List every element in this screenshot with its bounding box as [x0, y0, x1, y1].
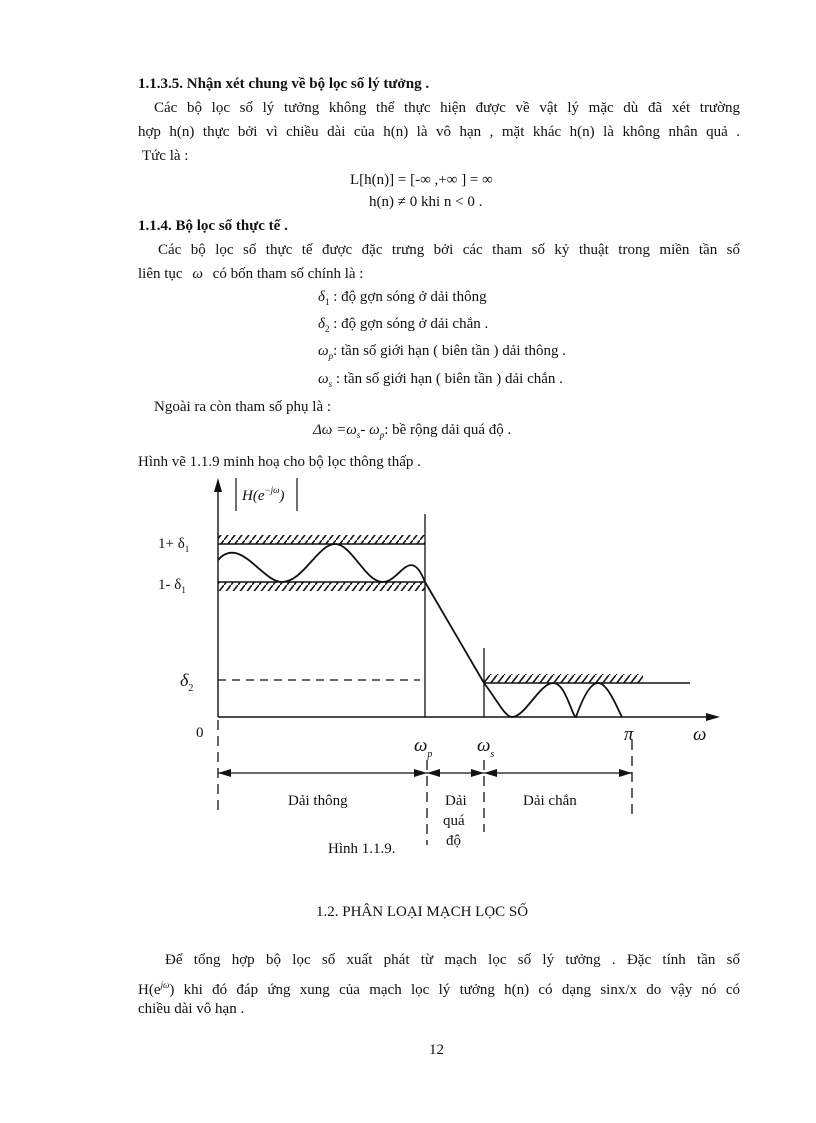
omega-s-label: $\omega_s$ [477, 735, 495, 760]
figure-intro: Hình vẽ 1.1.9 minh hoạ cho bộ lọc thông thấp . [138, 454, 421, 470]
stop-tolerance-label: $\delta_2$ [180, 670, 194, 694]
y-axis-label: $H(e^{-j\omega})$ [242, 485, 285, 504]
lower-tolerance-label: 1- $\delta_1$ [158, 577, 186, 595]
pi-label: π [624, 724, 634, 745]
omega-axis-label: ω [693, 724, 707, 745]
lower-tolerance-hatch [218, 582, 425, 591]
passband-label: Dải thông [288, 793, 348, 809]
paragraph-line: hợp h(n) thực bởi vì chiều dài của h(n) là vô hạn , mặt khác h(n) là không nhân quả . [138, 124, 740, 140]
transition-label-line2: quá [443, 813, 465, 829]
omega-p-label: $\omega_p$ [414, 735, 433, 760]
param-omega-p: $\omega_p$: tần số giới hạn ( biên tần ) dải thông . [318, 343, 566, 361]
origin-label: 0 [196, 725, 204, 741]
lowpass-filter-figure [150, 470, 730, 860]
stopband-hatch [484, 674, 643, 683]
paragraph-line: chiều dài vô hạn . [138, 1001, 245, 1017]
section-heading-114: 1.1.4. Bộ lọc số thực tế . [138, 218, 288, 234]
param-delta1: $\delta_1$ : độ gợn sóng ở dải thông [318, 289, 487, 307]
param-omega-s: $\omega_s$ : tần số giới hạn ( biên tần ) dải chắn . [318, 371, 563, 389]
transition-label-line3: độ [446, 833, 461, 849]
formula-transition-width: $\Delta\omega =\omega_s-$ $\omega_p$: bề rộng dải quá độ . [313, 422, 512, 440]
formula-length: L[h(n)] = [-∞ ,+∞ ] = ∞ [350, 172, 493, 188]
section-heading-12: 1.2. PHÂN LOẠI MẠCH LỌC SỐ [316, 904, 529, 920]
paragraph-line: $H(e^{j\omega})$ khi đó đáp ứng xung của mạch lọc lý tưởng h(n) có dạng sinx/x do vậy nó có [138, 980, 740, 998]
paragraph-line: liên tục ω có bốn tham số chính là : [138, 266, 364, 282]
stopband-ripple-curve [484, 683, 622, 717]
param-delta2: $\delta_2$ : độ gợn sóng ở dải chắn . [318, 316, 489, 334]
formula-noncausal: h(n) ≠ 0 khi n < 0 . [369, 194, 483, 210]
section-heading-1135: 1.1.3.5. Nhận xét chung về bộ lọc số lý tưởng . [138, 76, 430, 92]
paragraph-line: Các bộ lọc số thực tế được đặc trưng bởi các tham số kỷ thuật trong miền tần số [158, 242, 740, 258]
paragraph-line: Tức là : [142, 148, 189, 164]
passband-ripple-curve [218, 544, 425, 582]
omega-symbol: ω [192, 266, 203, 282]
transition-slope [425, 582, 484, 683]
paragraph-line: Các bộ lọc số lý tưởng không thể thực hiện được về vật lý mặc dù đã xét trường [154, 100, 740, 116]
upper-tolerance-hatch [218, 535, 425, 544]
transition-label-line1: Dải [445, 793, 467, 809]
x-axis-arrow [706, 713, 720, 721]
upper-tolerance-label: $1+ \delta_1$ [158, 536, 190, 554]
page-number: 12 [429, 1042, 444, 1058]
paragraph-line: Ngoài ra còn tham số phụ là : [154, 399, 332, 415]
y-axis-arrow [214, 478, 222, 492]
stopband-label: Dải chắn [523, 793, 577, 809]
paragraph-line: Để tổng hợp bộ lọc số xuất phát từ mạch lọc số lý tưởng . Đặc tính tần số [165, 952, 740, 968]
figure-caption: Hình 1.1.9. [328, 841, 396, 857]
